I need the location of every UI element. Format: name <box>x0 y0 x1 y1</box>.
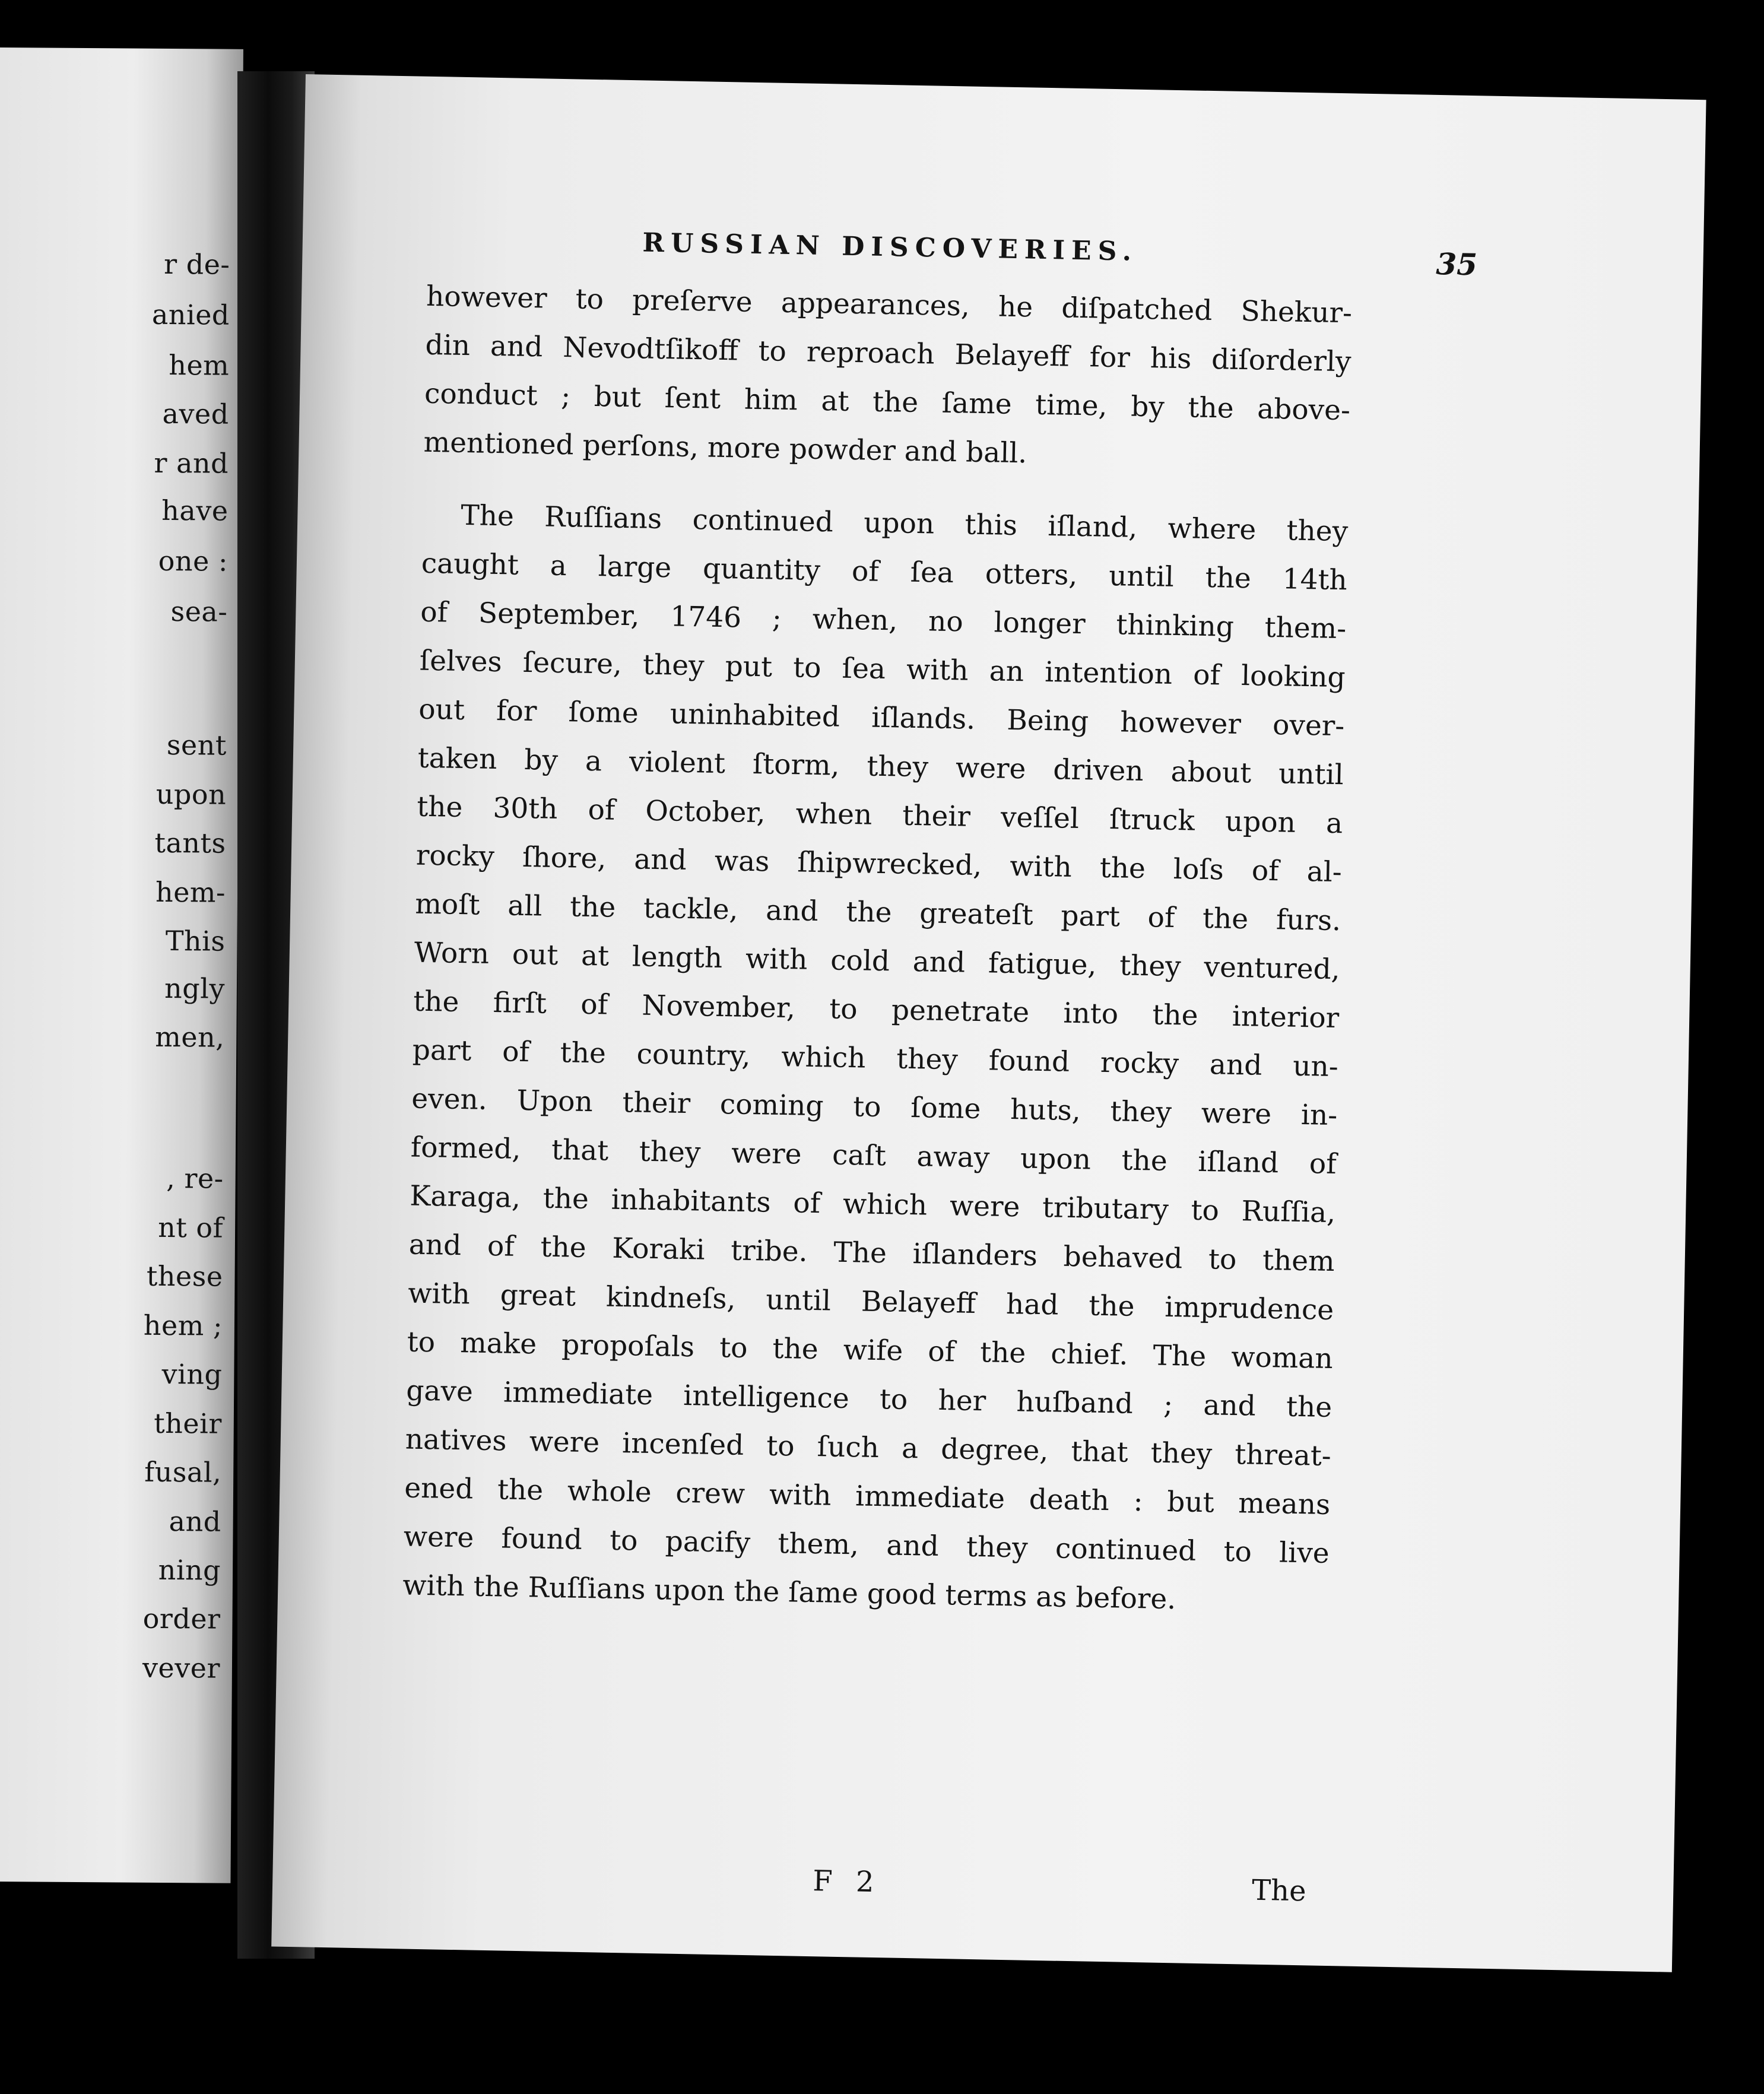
left-page-fragment: and <box>169 1505 221 1538</box>
running-head: RUSSIAN DISCOVERIES. <box>642 227 1138 267</box>
text-line: natives were incenſed to ſuch a degree, that they threat- <box>405 1423 1332 1473</box>
text-line: with the Ruſſians upon the ſame good terms as before. <box>402 1569 1176 1616</box>
text-line: ſelves ſecure, they put to ſea with an intention of looking <box>419 644 1346 694</box>
left-page-fragment: ning <box>158 1553 221 1587</box>
text-line: to make propoſals to the wife of the chief. The woman <box>407 1325 1334 1376</box>
left-page-fragment: fusal, <box>144 1455 222 1489</box>
left-page-fragment: This <box>165 924 226 957</box>
text-line: however to preſerve appearances, he diſpatched Shekur- <box>426 280 1353 330</box>
left-page-fragment: ngly <box>164 972 226 1005</box>
left-page-fragment: tants <box>154 826 226 859</box>
left-page-fragment: men, <box>155 1020 225 1054</box>
text-line: mentioned perſons, more powder and ball. <box>423 426 1027 470</box>
left-page-fragment: , re- <box>166 1162 224 1195</box>
catchword: The <box>1251 1873 1307 1908</box>
left-page-fragment: their <box>154 1407 223 1440</box>
text-line: din and Nevodtſikoff to reproach Belayeff for his diſorderly <box>425 328 1351 379</box>
text-line: Karaga, the inhabitants of which were tributary to Ruſſia, <box>409 1179 1336 1230</box>
left-page-fragment: aved <box>162 397 229 430</box>
previous-page <box>0 47 243 1883</box>
text-line: the firſt of November, to penetrate into the interior <box>413 985 1340 1035</box>
text-line: and of the Koraki tribe. The iſlanders behaved to them <box>408 1228 1335 1278</box>
text-line: Worn out at length with cold and fatigue, they ventured, <box>414 936 1341 986</box>
left-page-fragment: have <box>161 494 229 527</box>
paragraph <box>402 491 1349 1627</box>
left-page-fragment: nt of <box>157 1211 224 1244</box>
text-line: caught a large quantity of ſea otters, until the 14th <box>421 547 1348 597</box>
paragraph <box>423 272 1353 484</box>
left-page-fragment: upon <box>156 778 227 811</box>
page-number: 35 <box>1435 246 1478 283</box>
text-line: of September, 1746 ; when, no longer thinking them- <box>420 595 1347 646</box>
text-line: were found to pacify them, and they continued to live <box>403 1520 1330 1571</box>
left-page-fragment: sent <box>166 728 227 762</box>
text-line: rocky ſhore, and was ſhipwrecked, with the loſs of al- <box>415 839 1343 889</box>
page-content <box>402 227 1478 1908</box>
left-page-fragment: these <box>146 1259 223 1293</box>
text-line: taken by a violent ſtorm, they were driven about until <box>417 741 1344 792</box>
left-page-fragment: order <box>142 1602 221 1635</box>
left-page-fragment: hem ; <box>143 1309 223 1342</box>
left-page-fragment: ving <box>161 1357 223 1391</box>
left-page-fragment: r and <box>154 446 229 480</box>
text-line: formed, that they were caſt away upon the iſland of <box>410 1131 1337 1181</box>
current-page <box>271 74 1706 1972</box>
left-page-fragment: one : <box>158 544 229 578</box>
text-line: ened the whole crew with immediate death : but means <box>404 1471 1331 1522</box>
left-page-fragment: r de- <box>163 248 230 281</box>
text-line: even. Upon their coming to ſome huts, they were in- <box>411 1082 1338 1132</box>
left-page-fragment: anied <box>151 298 230 331</box>
text-line: out for ſome uninhabited iſlands. Being however over- <box>418 693 1345 743</box>
signature-mark: F 2 <box>812 1864 881 1899</box>
left-page-fragment: vever <box>142 1651 221 1684</box>
left-page-fragment: hem- <box>155 875 226 909</box>
text-line: the 30th of October, when their veſſel ſtruck upon a <box>416 790 1343 840</box>
text-line: moſt all the tackle, and the greateſt part of the furs. <box>414 887 1341 938</box>
text-line: conduct ; but ſent him at the ſame time, by the above- <box>424 377 1351 427</box>
text-line: gave immediate intelligence to her huſband ; and the <box>405 1374 1332 1424</box>
text-line: part of the country, which they found rocky and un- <box>412 1033 1339 1084</box>
left-page-fragment: hem <box>169 348 230 382</box>
text-line: The Ruſſians continued upon this iſland, where they <box>460 499 1349 548</box>
body-text <box>402 272 1353 1627</box>
text-line: with great kindneſs, until Belayeff had the imprudence <box>407 1277 1334 1327</box>
left-page-fragment: sea- <box>170 595 228 628</box>
